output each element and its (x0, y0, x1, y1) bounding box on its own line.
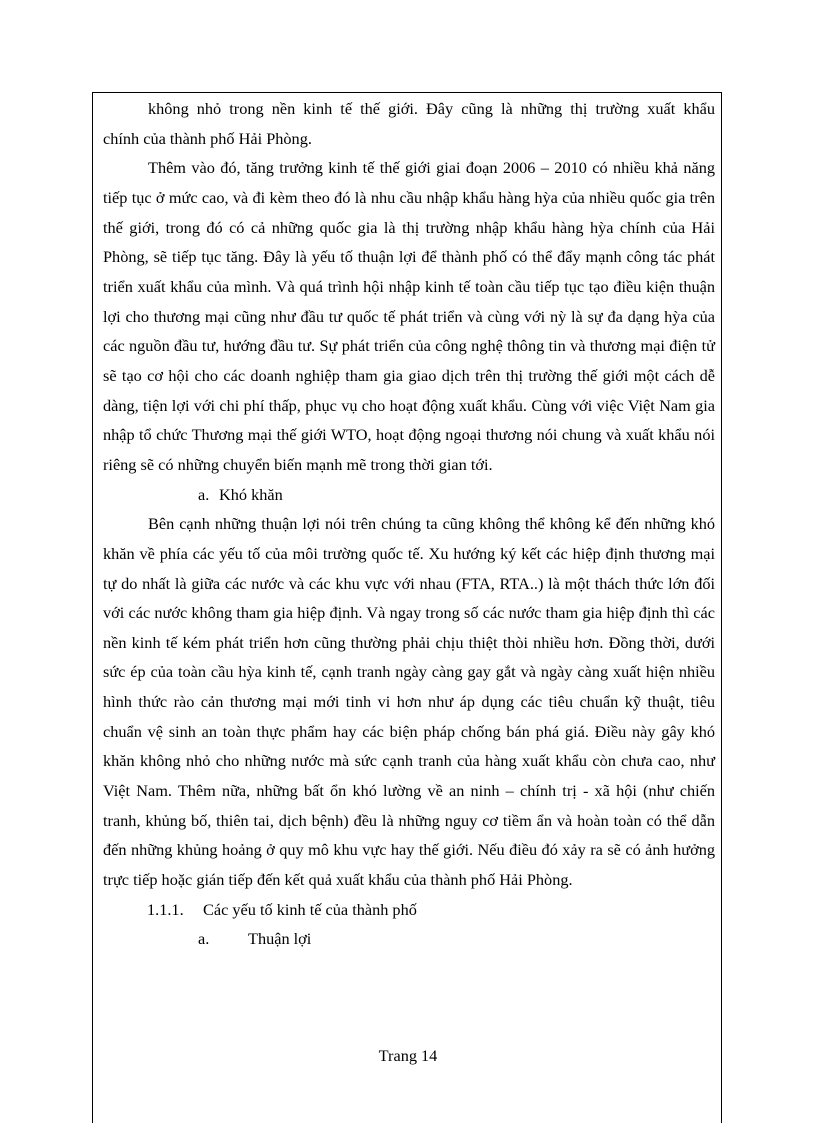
paragraph-opportunities: Thêm vào đó, tăng trưởng kinh tế thế giới giai đoạn 2006 – 2010 có nhiều khả năng tiếp tục ở mức cao, và đi kèm theo đó là nhu cầu nhập khẩu hàng hỳa của nhiều quốc gia trên thế giới, trong đó có cả những quốc gia là thị trường nhập khẩu hàng hỳa chính của Hải Phòng, sẽ tiếp tục tăng. Đây là yếu tố thuận lợi để thành phố có thể đẩy mạnh công tác phát triển xuất khẩu của mình. Và quá trình hội nhập kinh tế toàn cầu tiếp tục tạo điều kiện thuận lợi cho thương mại cũng như đầu tư quốc tế phát triển và cùng với nỳ là sự đa dạng hỳa của các nguồn đầu tư, hướng đầu tư. Sự phát triển của công nghệ thông tin và thương mại điện tử sẽ tạo cơ hội cho các doanh nghiệp tham gia giao dịch trên thị trường thế giới một cách dễ dàng, tiện lợi với chi phí thấp, phục vụ cho hoạt động xuất khẩu. Cùng với việc Việt Nam gia nhập tổ chức Thương mại thế giới WTO, hoạt động ngoại thương nói chung và xuất khẩu nói riêng sẽ có những chuyển biến mạnh mẽ trong thời gian tới. (103, 158, 715, 474)
section-number: 1.1.1. (147, 899, 184, 919)
intro-continuation (103, 94, 715, 153)
section-heading (103, 895, 715, 925)
intro-line-1: không nhỏ trong nền kinh tế thế giới. Đây cũng là những thị trường xuất khẩu (148, 99, 715, 118)
heading-advantages-label: Thuận lợi (248, 929, 312, 949)
intro-line-2: chính của thành phố Hải Phòng. (103, 128, 312, 148)
heading-advantages-marker: a. (198, 929, 210, 949)
heading-advantages (103, 924, 715, 954)
paragraph-difficulties: Bên cạnh những thuận lợi nói trên chúng ta cũng không thể không kể đến những khó khăn về phía các yếu tố của môi trường quốc tế. Xu hướng ký kết các hiệp định thương mại tự do nhất là giữa các nước và các khu vực với nhau (FTA, RTA..) là một thách thức lớn đối với các nước không tham gia hiệp định. Và ngay trong số các nước tham gia hiệp định thì các nền kinh tế kém phát triển hơn cũng thường phải chịu thiệt thòi nhiều hơn. Đồng thời, dưới sức ép của toàn cầu hỳa kinh tế, cạnh tranh ngày càng gay gắt và ngày càng xuất hiện nhiều hình thức rào cản thương mại mới tinh vi hơn như áp dụng các tiêu chuẩn kỹ thuật, tiêu chuẩn vệ sinh an toàn thực phẩm hay các biện pháp chống bán phá giá. Điều này gây khó khăn không nhỏ cho những nước mà sức cạnh tranh của hàng xuất khẩu còn chưa cao, như Việt Nam. Thêm nữa, những bất ổn khó lường về an ninh – chính trị - xã hội (như chiến tranh, khủng bố, thiên tai, dịch bệnh) đều là những nguy cơ tiềm ẩn và hoàn toàn có thể dẫn đến những khủng hoảng ở quy mô khu vực hay thế giới. Nếu điều đó xảy ra sẽ có ảnh hưởng trực tiếp hoặc gián tiếp đến kết quả xuất khẩu của thành phố Hải Phòng. (103, 514, 715, 890)
document-body (103, 94, 715, 954)
section-title: Các yếu tố kinh tế của thành phố (203, 899, 417, 919)
heading-difficulties (103, 480, 715, 510)
heading-difficulties-label: Khó khăn (219, 484, 283, 504)
page-number: Trang 14 (378, 1046, 438, 1065)
heading-difficulties-marker: a. (198, 484, 210, 504)
